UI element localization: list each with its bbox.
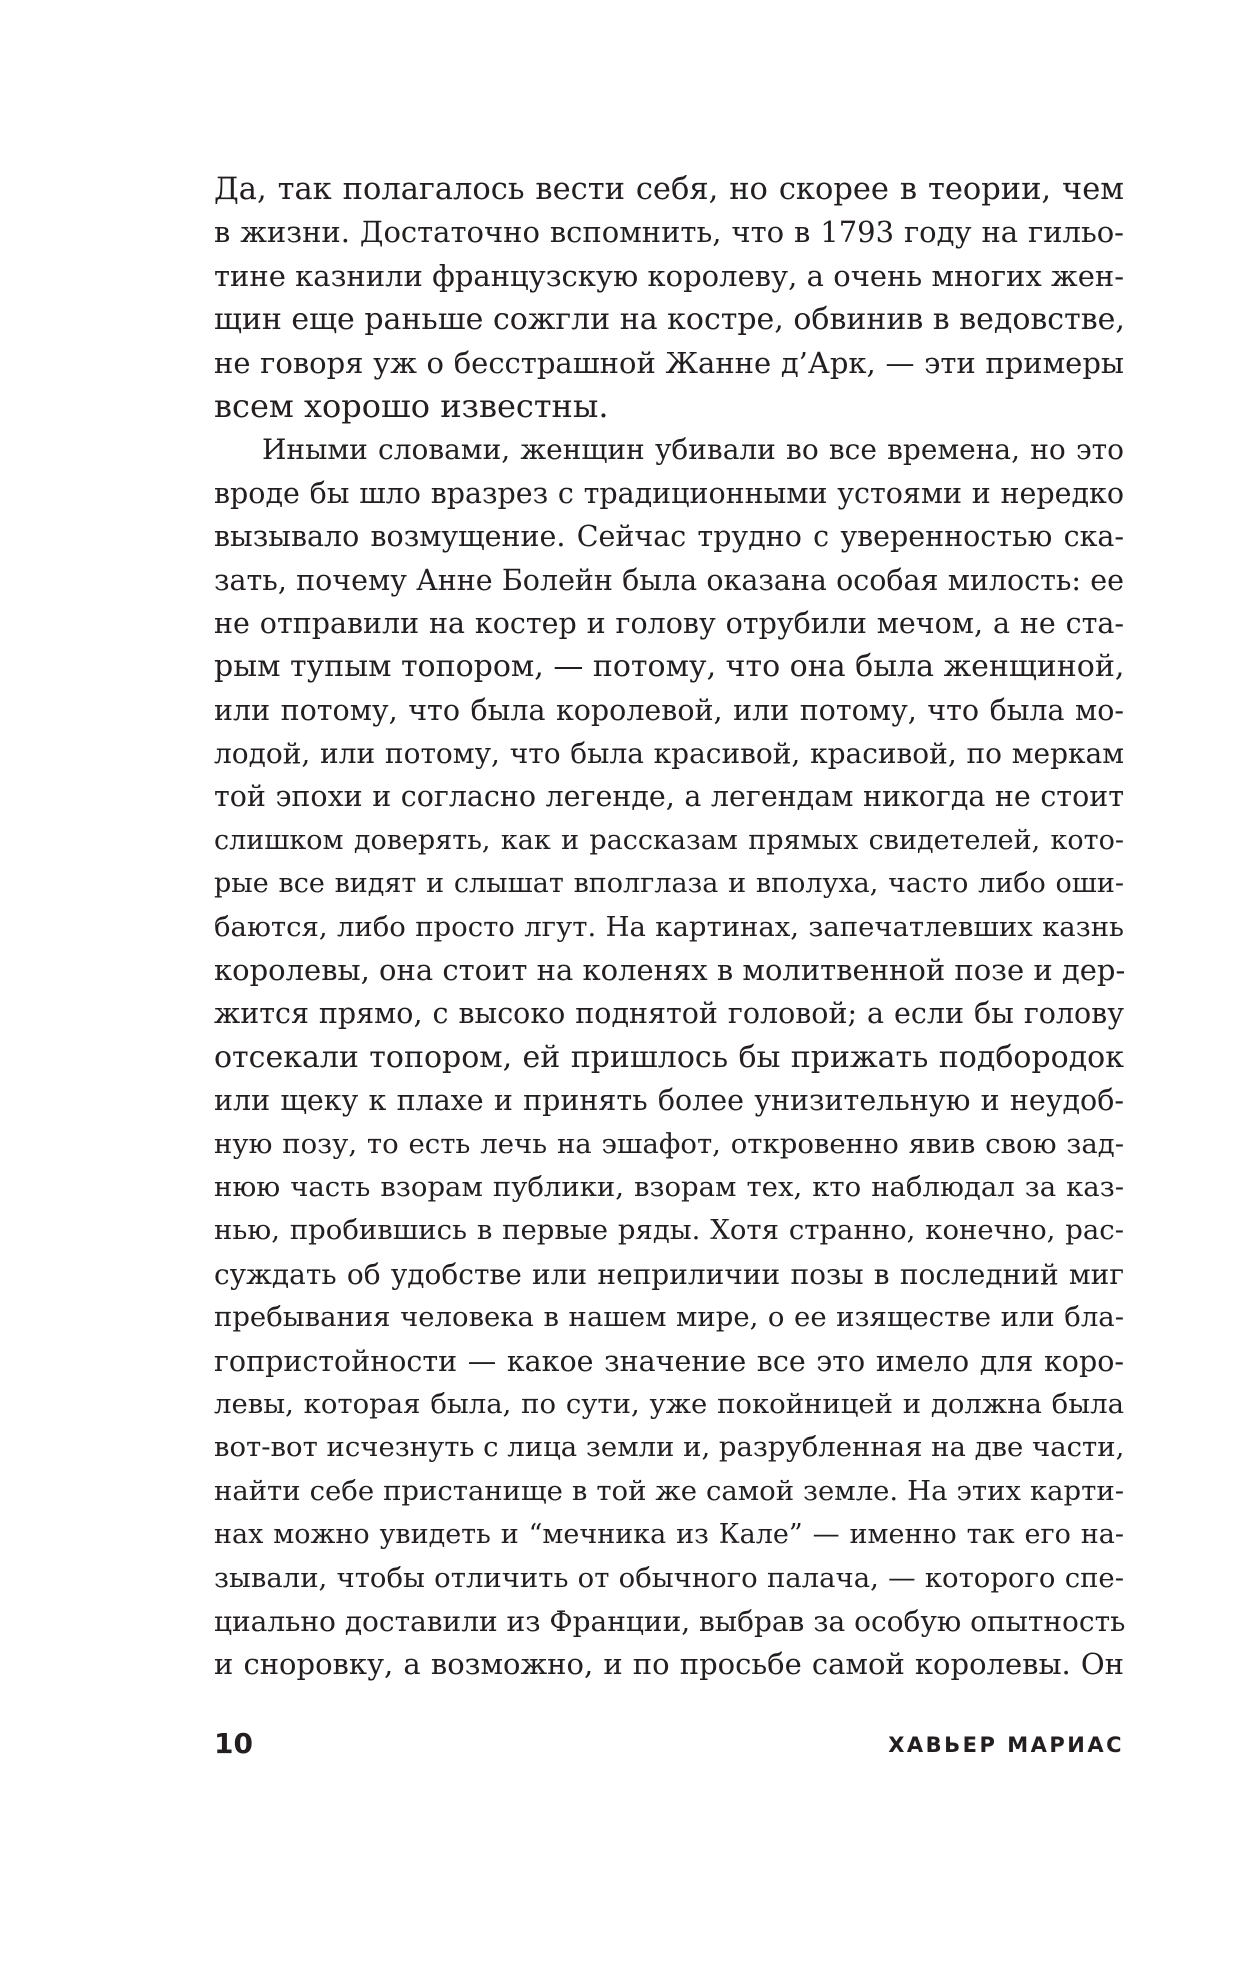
text-line: Да, так полагалось вести себя, но скорее в теории, чем <box>214 172 1124 207</box>
text-line: нах можно увидеть и “мечника из Кале” — именно так его на- <box>214 1519 1124 1551</box>
text-line: и сноровку, а возможно, и по просьбе самой королевы. Он <box>214 1647 1124 1682</box>
text-line: ную позу, то есть лечь на эшафот, откровенно явив свою зад- <box>214 1127 1124 1160</box>
text-line: слишком доверять, как и рассказам прямых свидетелей, кото- <box>214 824 1124 856</box>
text-line: или щеку к плахе и принять более унизительную и неудоб- <box>214 1084 1124 1118</box>
text-line: королевы, она стоит на коленях в молитвенной позе и дер- <box>214 953 1126 988</box>
text-line: зывали, чтобы отличить от обычного палача, — которого спе- <box>214 1561 1124 1594</box>
text-line: всем хорошо известны. <box>214 386 609 425</box>
text-line: зать, почему Анне Болейн была оказана особая милость: ее <box>214 563 1124 597</box>
text-line: баются, либо просто лгут. На картинах, запечатлевших казнь <box>214 910 1124 943</box>
text-line: левы, которая была, по сути, уже покойницей и должна была <box>214 1387 1124 1420</box>
paragraph-2 <box>214 428 1124 1686</box>
text-line: щин еще раньше сожгли на костре, обвинив в ведовстве, <box>214 302 1125 338</box>
text-line: пребывания человека в нашем мире, о ее изяществе или бла- <box>214 1301 1124 1334</box>
text-line: той эпохи и согласно легенде, а легендам никогда не стоит <box>214 780 1124 814</box>
text-line: в жизни. Достаточно вспомнить, что в 1793 году на гильо- <box>214 215 1124 250</box>
text-line: лодой, или потому, что была красивой, красивой, по меркам <box>214 737 1124 771</box>
page-number: 10 <box>214 1727 253 1760</box>
text-line: рым тупым топором, — потому, что она была женщиной, <box>214 649 1125 685</box>
text-line: тине казнили французскую королеву, а очень многих жен- <box>214 258 1124 293</box>
text-line: или потому, что была королевой, или потому, что была мо- <box>214 693 1124 727</box>
text-line: не отправили на костер и голову отрубили мечом, а не ста- <box>214 606 1124 640</box>
text-line: вроде бы шло вразрез с традиционными устоями и нередко <box>214 476 1124 510</box>
text-line: Иными словами, женщин убивали во все времена, но это <box>262 433 1124 467</box>
paragraph-1 <box>214 168 1124 428</box>
text-line: отсекали топором, ей пришлось бы прижать подбородок <box>214 1039 1124 1075</box>
text-line: нюю часть взорам публики, взорам тех, кто наблюдал за каз- <box>214 1170 1124 1203</box>
text-line: найти себе пристанище в той же самой земле. На этих карти- <box>214 1474 1124 1507</box>
text-line: гопристойности — какое значение все это имело для коро- <box>214 1344 1124 1378</box>
body-text <box>214 168 1124 1687</box>
text-line: суждать об удобстве или неприличии позы в последний миг <box>214 1257 1124 1291</box>
text-line: циально доставили из Франции, выбрав за особую опытность <box>214 1604 1126 1638</box>
running-footer-author: ХАВЬЕР МАРИАС <box>888 1733 1124 1757</box>
text-line: вот-вот исчезнуть с лица земли и, разрубленная на две части, <box>214 1431 1125 1464</box>
text-line: не говоря уж о бесстрашной Жанне д’Арк, — эти примеры <box>214 345 1124 380</box>
text-line: нью, пробившись в первые ряды. Хотя странно, конечно, рас- <box>214 1214 1124 1247</box>
text-line: жится прямо, с высоко поднятой головой; а если бы голову <box>214 997 1124 1031</box>
text-line: вызывало возмущение. Сейчас трудно с уверенностью ска- <box>214 520 1124 554</box>
text-line: рые все видят и слышат вполглаза и вполуха, часто либо оши- <box>214 868 1124 900</box>
